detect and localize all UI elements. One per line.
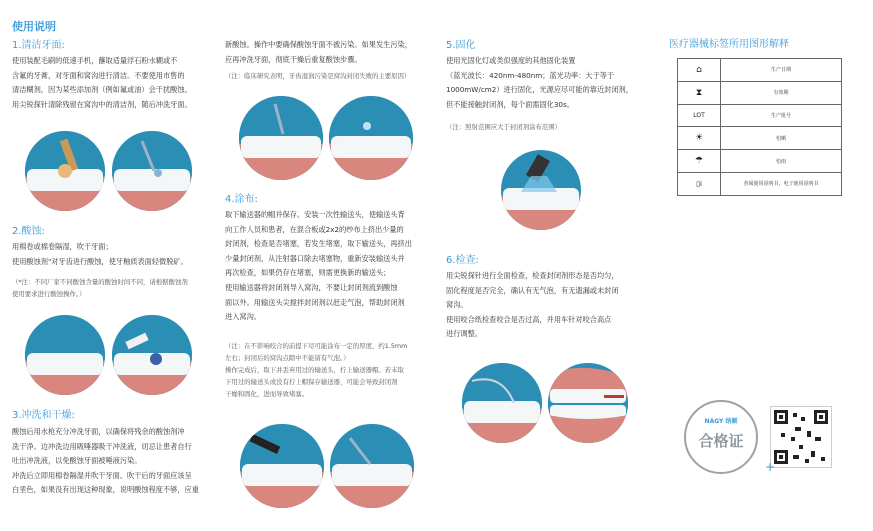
section-3-body: 酸蚀后用水枪充分冲洗牙面，以确保将残余的酸蚀剂冲 洗干净。边冲洗边用吸唾器吸干冲洗液，切忌让患者自行 吐出冲洗液，以免酸蚀牙面被唾液污染。 冲洗后立即用棉卷隔湿并吹干牙面。吹干后的牙面应该呈 白垩色，如果没有出现这种现象，说明酸蚀程度不够，应重 bbox=[12, 427, 199, 495]
symbol-label: 生产日期 bbox=[721, 59, 842, 82]
section-3-heading: 3.冲洗和干燥: bbox=[12, 410, 75, 421]
section-4-heading: 4.涂布: bbox=[225, 194, 258, 205]
rinse-continued-body: 新酸蚀。操作中要确保酸蚀牙面不被污染。如果发生污染， 应再冲洗牙面，彻底干燥后重复酸蚀步骤。 bbox=[225, 40, 412, 64]
section-5-heading: 5.固化 bbox=[446, 40, 476, 51]
section-6-heading: 6.检查: bbox=[446, 255, 479, 266]
qr-code-icon bbox=[771, 407, 831, 467]
plus-icon: + bbox=[765, 460, 776, 474]
keep-away-sunlight-icon: ☀ bbox=[678, 127, 721, 150]
stamp-text: 合格证 bbox=[698, 432, 744, 450]
symbol-label: 查阅使用说明书，电子使用说明书 bbox=[721, 172, 842, 195]
illustration-check-1 bbox=[462, 363, 542, 443]
illustration-curing bbox=[501, 150, 581, 230]
lot-icon: LOT bbox=[678, 104, 721, 127]
keep-dry-umbrella-icon: ☂ bbox=[678, 150, 721, 173]
symbol-label: 怕雨 bbox=[721, 150, 842, 173]
symbol-row bbox=[678, 172, 842, 195]
section-5-body: 使用光固化灯或类似强度的其他固化装置 （蓝光波长：420nm-480nm；蓝光功率：大于等于 1000mW/cm2）进行固化，光源应尽可能的靠近封闭剂， 但不能接触封闭剂，每个面需固化30s。 bbox=[446, 56, 633, 109]
factory-date-icon: ⌂ bbox=[678, 59, 721, 82]
symbols-title: 医疗器械标签所用图形解释 bbox=[669, 39, 789, 50]
section-1-body: 使用装配毛刷的低速手机，蘸取适量浮石粉水糊或不 含氟的牙膏，对牙面和窝沟进行清洁。不要使用市售的 清洁糊剂，因为某些添加剂（例如氟或油）会干扰酸蚀。 用尖锐探针清除残留在窝沟中的清洁剂，随后冲洗牙面。 bbox=[12, 56, 192, 109]
illustration-rinse-2 bbox=[329, 96, 413, 180]
illustration-apply-2 bbox=[330, 424, 414, 508]
section-2-note: （*注：不同厂家不同酸蚀含量的酸蚀时间不同，请根据酸蚀剂 使用要求进行酸蚀操作。） bbox=[12, 278, 188, 298]
symbol-label: 生产批号 bbox=[721, 104, 842, 127]
illustration-cleaning-2 bbox=[112, 131, 192, 211]
section-1-heading: 1.清洁牙面: bbox=[12, 40, 65, 51]
illustration-etching-2 bbox=[112, 315, 192, 395]
section-6-body: 用尖锐探针进行全面检查，检查封闭剂形态是否均匀， 固化程度是否完全，确认有无气泡，有无遗漏或未封闭 窝沟。 使用咬合纸检查咬合是否过高，并用车针对咬合高点 进行调整。 bbox=[446, 271, 619, 339]
illustration-apply-1 bbox=[240, 424, 324, 508]
illustration-rinse-1 bbox=[239, 96, 323, 180]
illustration-cleaning-1 bbox=[25, 131, 105, 211]
section-2-body: 用棉卷或棉卷隔湿，吹干牙面； 使用酸蚀剂"对牙齿进行酸蚀，使牙釉质表面轻微脱矿。 bbox=[12, 242, 188, 266]
symbol-row bbox=[678, 104, 842, 127]
illustration-etching-1 bbox=[25, 315, 105, 395]
symbol-row bbox=[678, 127, 842, 150]
rinse-note: （注：临床研究表明，牙齿湿润污染是窝沟封闭失败的主要原因） bbox=[225, 72, 411, 80]
symbols-table bbox=[677, 58, 842, 196]
symbol-label: 有效期 bbox=[721, 81, 842, 104]
certificate-stamp bbox=[684, 400, 758, 474]
symbol-row bbox=[678, 59, 842, 82]
symbol-label: 怕晒 bbox=[721, 127, 842, 150]
qr-code bbox=[770, 406, 832, 468]
stamp-brand: NAGY 纳颖 bbox=[704, 418, 738, 425]
section-4-body: 取下输送器的帽并保存。安装一次性输送头，使输送头背 向工作人员和患者，在混合板或2x2的纱布上挤出少量的 封闭剂，检查是否堵塞，若发生堵塞，取下输送头，再挤出 少量封闭剂，从注射器口除去堵塞物，重新安装输送头并 再次检查，如果仍存在堵塞，则需更换新的输送头； 使用输送器将封闭剂导入窝沟，不要让封闭剂流到酸蚀 面以外。用输送头尖搅拌封闭剂以赶走气泡，帮助封闭剂 进入窝沟。 bbox=[225, 210, 412, 322]
section-4-note: （注：在不影响咬合的前提下尽可能涂布一定的厚度，约1.5mm 左右；封闭后的窝沟点隙中不能留有气泡。） 操作完成后，取下并丢弃用过的输送头，拧上输送器帽。若未取 下用过的输送头或没有拧上帽保存输送器，可能会导致封闭剂 干燥和固化，进而导致堵塞。 bbox=[225, 342, 408, 398]
symbol-row bbox=[678, 150, 842, 173]
instructions-title: 使用说明 bbox=[12, 20, 56, 33]
hourglass-icon: ⧗ bbox=[678, 81, 721, 104]
section-5-note: （注：照射范围应大于封闭剂涂布范围） bbox=[446, 123, 562, 131]
illustration-check-2 bbox=[548, 363, 628, 443]
consult-instructions-icon: ▯i bbox=[678, 172, 721, 195]
symbol-row bbox=[678, 81, 842, 104]
section-2-heading: 2.酸蚀: bbox=[12, 226, 45, 237]
